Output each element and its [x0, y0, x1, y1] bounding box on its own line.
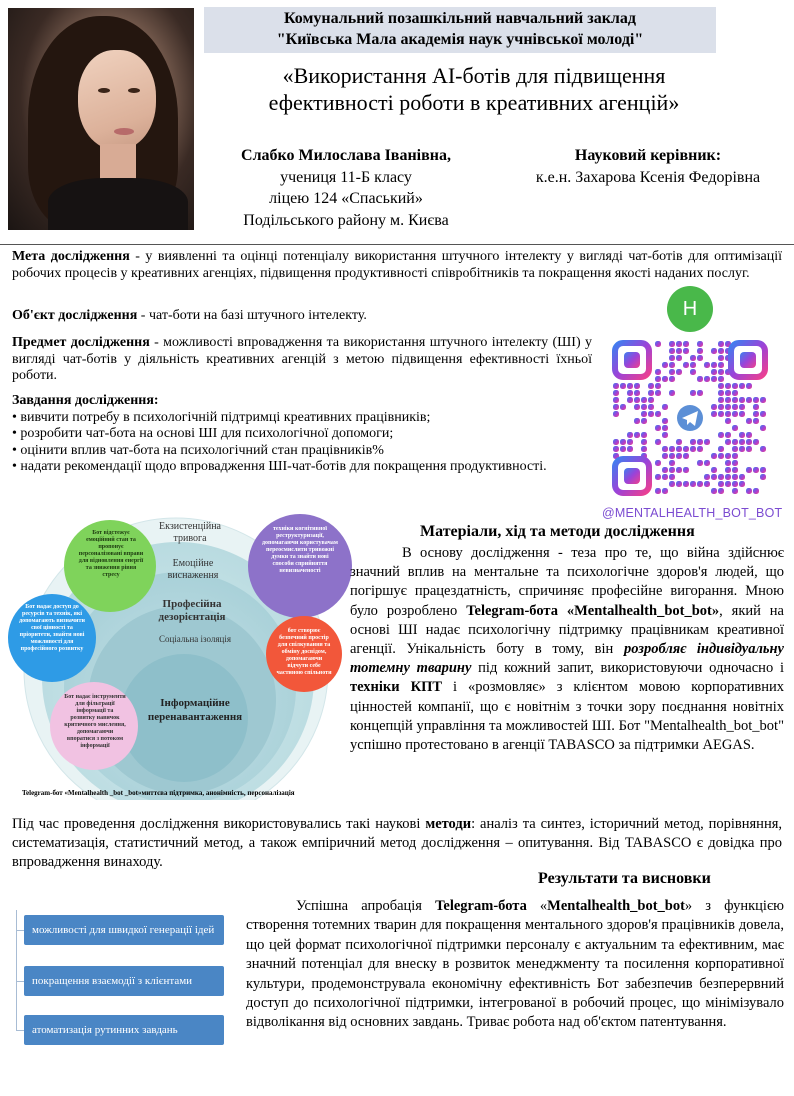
materials-heading: Матеріали, хід та методи дослідження — [420, 523, 695, 540]
author-name: Слабко Милослава Іванівна, — [241, 147, 451, 164]
research-tasks — [12, 393, 592, 476]
tasks-label: Завдання дослідження: — [12, 393, 159, 408]
benefits-list — [8, 910, 236, 1060]
object-label: Об'єкт дослідження — [12, 308, 138, 323]
highlight: Telegram-бота — [435, 898, 527, 914]
research-object — [12, 308, 452, 325]
subject-label: Предмет дослідження — [12, 335, 150, 350]
bubble-text: Бот надає інструменти для фільтрації інформації та розвитку навичок критичного мислення, допомагаючи впоратися з потоком інформації — [64, 694, 126, 749]
author-school: ліцею 124 «Спаський» — [269, 190, 423, 207]
text-run: Успішна апробація — [296, 898, 436, 914]
research-goal — [12, 249, 782, 282]
supervisor-label: Науковий керівник: — [574, 147, 722, 164]
text-run: « — [526, 898, 548, 914]
institution-line-1: Комунальний позашкільний навчальний заклад — [284, 10, 636, 27]
text-run: : аналіз та синтез, історичний метод, порівняння, систематизація, статистичний метод, а також емпіричний метод дослідження – опитування. Від TABASCO є довідка про впровадження винаходу. — [12, 816, 782, 870]
project-title — [204, 62, 744, 116]
research-subject — [12, 335, 592, 385]
diagram-caption: Telegram-бот «Mentalhealth _bot _bot»миттєва підтримка, анонімність, персоналізація — [22, 789, 295, 797]
results-text — [246, 897, 784, 1033]
divider — [0, 244, 794, 245]
benefit-item: покращення взаємодії з клієнтами — [24, 966, 224, 996]
stress-layers-diagram — [6, 510, 352, 800]
text-run: В основу дослідження - теза про те, що війна здійснює значний вплив на ментальне та психологічне здоров'я людей, що погіршує працездатність, спричиняє професійне вигорання. Мною було розроблено — [350, 545, 784, 619]
goal-text: - у виявленні та оцінці потенціалу використання штучного інтелекту у вигляді чат-ботів для оптимізації робочих процесів у креативних агенціях, підвищення продуктивності співробітників та покращення якості наданих послуг. — [12, 249, 782, 281]
supervisor-name: к.е.н. Захарова Ксенія Федорівна — [535, 168, 761, 186]
bubble-text: бот створює безпечний простір для спілкування та обміну досвідом, допомагаючи відчути себе частиною спільноти — [276, 628, 332, 676]
bot-handle[interactable]: @MENTALHEALTH_BOT_BOT — [602, 506, 783, 520]
bot-name: Telegram-бота «Mentalhealth_bot_bot» — [466, 602, 720, 619]
task-item: • розробити чат-бота на основі ШІ для психологічної допомоги; — [12, 426, 394, 441]
goal-label: Мета дослідження — [12, 249, 130, 264]
bubble-text: техніки когнітивної реструктуризації, допомагаючи користувачам переосмислити тривожні думки та знайти нові способи сприйняття невизначеності — [261, 526, 339, 574]
layer-label: Емоційне виснаження — [167, 558, 219, 581]
list-tick — [16, 981, 24, 982]
benefit-item: атоматизація рутинних завдань — [24, 1015, 224, 1045]
object-text: - чат-боти на базі штучного інтелекту. — [137, 308, 367, 323]
title-line-1: «Використання AI-ботів для підвищення — [282, 63, 666, 88]
qr-code-icon[interactable] — [610, 338, 770, 498]
author-block — [205, 145, 487, 231]
task-item: • вивчити потребу в психологічній підтримці креативних працівників; — [12, 409, 431, 425]
text-run: , який на основі ШІ надає психологічну підтримку працівникам креативної агенції. Унікальність боту в тому, він — [350, 602, 784, 658]
bot-avatar-icon: H — [667, 286, 713, 332]
author-district: Подільського району м. Києва — [243, 211, 449, 229]
highlight: методи — [425, 816, 472, 832]
text-run: Під час проведення дослідження використовувались такі наукові — [12, 816, 426, 832]
list-tick — [16, 930, 24, 931]
list-tick — [16, 1030, 24, 1031]
text-run: і «розмовляє» з клієнтом мовою корпоративних цінностей компанії, що є новітнім з точки зору поєднання новітніх концепцій управління та можливостей ШІ. Бот "Mentalhealth_bot_bot" успішно протестовано в агенції TABASCO за підтримки AEGAS. — [350, 679, 784, 754]
bubble-text: Бот надає доступ до ресурсів та технік, які допомагають визначити свої цінності та пріоритети, знайти нові можливості для професійного розвитку — [19, 604, 85, 652]
highlight: Mentalhealth_bot_bot — [547, 898, 685, 914]
institution-banner — [204, 7, 716, 53]
layer-label: Професійна дезорієнтація — [158, 598, 226, 623]
author-photo — [8, 8, 194, 230]
institution-line-2: "Київська Мала академія наук учнівської молоді" — [276, 31, 644, 48]
task-item: • оцінити вплив чат-бота на психологічний стан працівників% — [12, 442, 384, 458]
methods-text — [12, 815, 782, 872]
author-class: учениця 11-Б класу — [280, 168, 412, 186]
layer-label: Екзистенційна тривога — [158, 521, 221, 544]
supervisor-block — [502, 145, 794, 188]
title-line-2: ефективності роботи в креативних агенцій» — [268, 90, 680, 115]
layer-label: Інформаційне перенавантаження — [147, 697, 243, 723]
materials-text — [350, 544, 784, 755]
text-run: » з функцією створення тотемних тварин для покращення ментального здоров'я працівників довела, що цей формат психологічної підтримки персоналу є актуальним та ефективним, має значний потенціал для внеску в розвиток менеджменту та посилення корпоративної культури, продемонструвала економічну ефективність Бот забезпечив безперервний доступ до психологічної підтримки, інтегрованої в робочий процес, що мінімізувало відволікання від основних завдань. Триває робота над об'єктом патентування. — [246, 898, 785, 1031]
layer-label: Соціальна ізоляція — [158, 634, 232, 644]
bubble-text: Бот відстежує емоційний стан та пропонує персоналізовані вправи для відновлення енергії та зниження рівня стресу — [78, 530, 144, 578]
subject-text: - можливості впровадження та використання штучного інтелекту (ШІ) у вигляді чат-ботів у діяльність креативних агенцій з метою підвищення ефективності їхньої роботи. — [12, 335, 592, 383]
highlight: техніки КПТ — [350, 679, 443, 696]
list-connector — [16, 910, 17, 1030]
text-run: під кожний запит, використовуючи одночасно і — [471, 660, 784, 677]
highlight: розробляє індивідуальну тотемну тварину — [350, 641, 784, 677]
results-heading: Результати та висновки — [538, 870, 711, 887]
task-item: • надати рекомендації щодо впровадження ШІ-чат-ботів для покращення продуктивності. — [12, 459, 547, 474]
benefit-item: можливості для швидкої генерації ідей — [24, 915, 224, 945]
